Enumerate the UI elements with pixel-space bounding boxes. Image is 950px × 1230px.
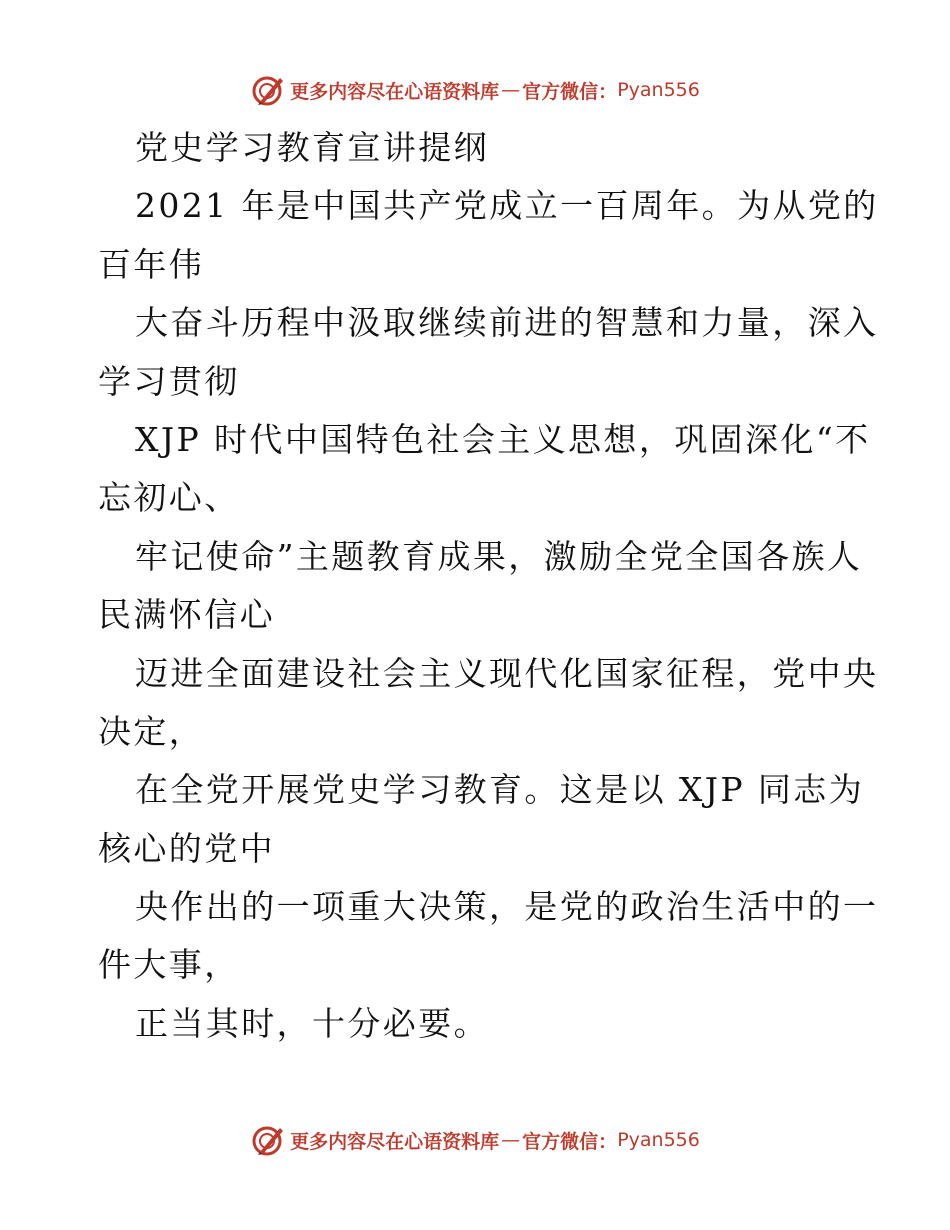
watermark-brand: 更多内容尽在心语资料库 [290, 1130, 500, 1153]
paragraph-line: 2021 年是中国共产党成立一百周年。为从党的 [135, 186, 879, 226]
paragraph-line: 牢记使命”主题教育成果，激励全党全国各族人 [135, 536, 863, 576]
watermark-separator: — [501, 79, 521, 101]
paragraph-line: 在全党开展党史学习教育。这是以 XJP 同志为 [135, 770, 865, 810]
document-title: 党史学习教育宣讲提纲 [135, 128, 489, 167]
paragraph-line: 正当其时，十分必要。 [135, 1003, 489, 1043]
document-body [98, 119, 879, 1053]
watermark-wechat-id: Pyan556 [617, 1129, 700, 1151]
watermark-contact-label: 官方微信： [522, 80, 618, 103]
paragraph-line: 央作出的一项重大决策，是党的政治生活中的一 [135, 887, 879, 927]
watermark-wechat-id: Pyan556 [617, 79, 700, 101]
watermark-contact-label: 官方微信： [522, 1130, 618, 1153]
watermark-brand: 更多内容尽在心语资料库 [290, 80, 500, 103]
paragraph-line: 迈进全面建设社会主义现代化国家征程，党中央 [135, 653, 879, 693]
paragraph-line: XJP 时代中国特色社会主义思想，巩固深化“不 [135, 419, 871, 459]
paragraph-line: 学习贯彻 [98, 361, 240, 401]
seal-pen-logo-icon [250, 1122, 286, 1158]
watermark-separator: — [501, 1129, 521, 1151]
paragraph-line: 民满怀信心 [98, 595, 275, 635]
header-watermark [0, 70, 950, 110]
paragraph-line: 件大事， [98, 945, 240, 985]
paragraph-line: 决定， [98, 711, 205, 751]
seal-pen-logo-icon [250, 72, 286, 108]
paragraph-line: 百年伟 [98, 244, 205, 284]
paragraph-line: 核心的党中 [98, 828, 275, 868]
footer-watermark [0, 1120, 950, 1160]
paragraph-line: 大奋斗历程中汲取继续前进的智慧和力量，深入 [135, 303, 879, 343]
paragraph-line: 忘初心、 [98, 478, 240, 518]
